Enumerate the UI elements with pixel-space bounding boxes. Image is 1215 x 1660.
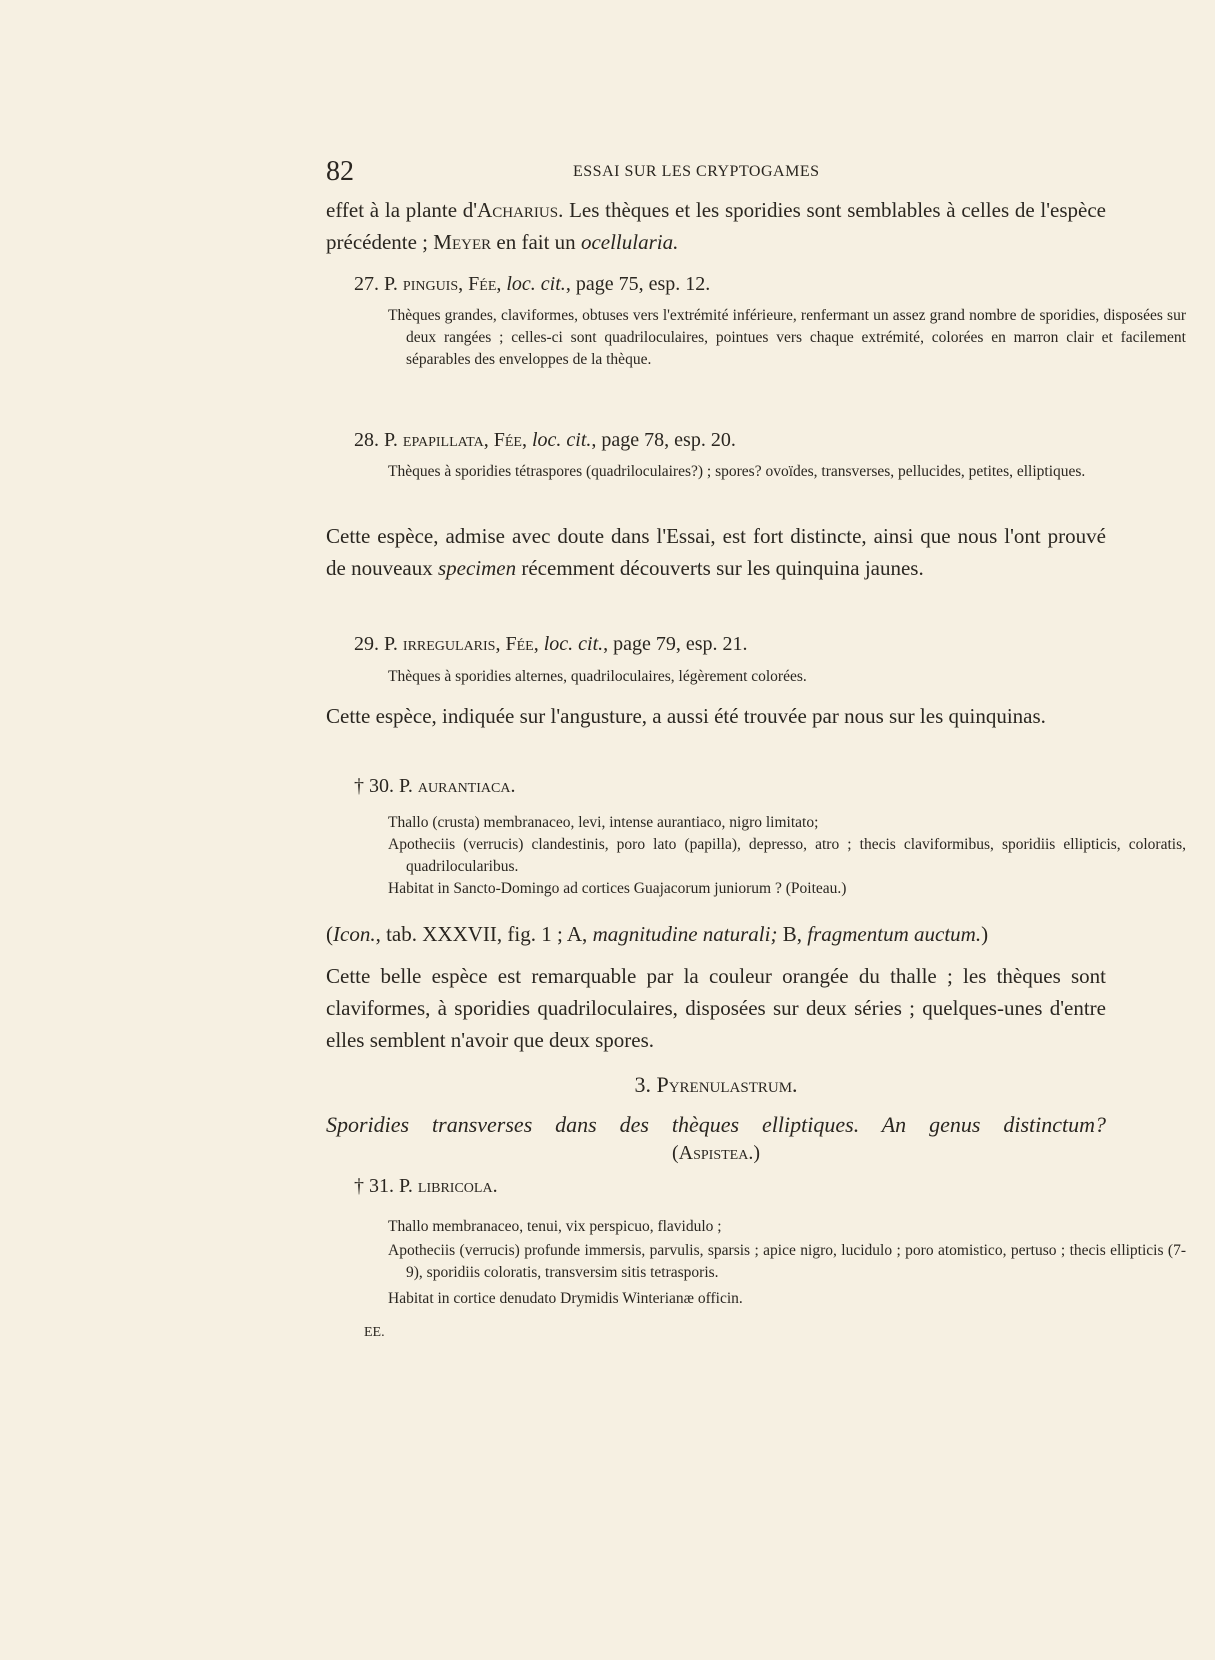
entry-29-description: Thèques à sporidies alternes, quadriloculaires, légèrement colorées. [388,668,807,685]
author-meyer: Meyer [433,230,492,254]
entry-30-description-3: Habitat in Sancto-Domingo ad cortices Guajacorum juniorum ? (Poiteau.) [388,880,847,897]
running-head: ESSAI SUR LES CRYPTOGAMES [573,163,820,180]
entry-30-heading: † 30. P. aurantiaca. [354,775,516,797]
section-heading: 3. Pyrenulastrum. [634,1072,798,1097]
entry-28-description: Thèques à sporidies tétraspores (quadriloculaires?) ; spores? ovoïdes, transverses, pellucides, petites, elliptiques. [388,463,1086,480]
section-subtitle: Sporidies transverses dans des thèques elliptiques. An genus distinctum? [326,1112,1106,1137]
genus-name: ocellularia. [580,230,679,254]
entry-30-description-1: Thallo (crusta) membranaceo, levi, intense aurantiaco, nigro limitato; [388,814,819,831]
entry-31-description-2: Apotheciis (verrucis) profunde immersis, parvulis, sparsis ; apice nigro, lucidulo ; poro atomistico, pertuso ; thecis ellipticis (7-9), sporidiis coloratis, transversim sitis tetrasporis. [388,1242,1186,1281]
entry-29-note: Cette espèce, indiquée sur l'angusture, a aussi été trouvée par nous sur les quinquinas. [326,704,1046,728]
page-header [326,156,1106,186]
entry-28-heading: 28. P. epapillata, Fée, loc. cit., page 78, esp. 20. [354,429,736,451]
page-number: 82 [326,156,354,187]
section-subtitle-2: (Aspistea.) [672,1142,760,1164]
entry-27-description: Thèques grandes, claviformes, obtuses vers l'extrémité inférieure, renfermant un assez grand nombre de sporidies, disposées sur deux rangées ; celles-ci sont quadriloculaires, pointues vers chaque extrémité, colorées en marron clair et facilement séparables des enveloppes de la thèque. [388,307,1186,368]
entry-30-description-2: Apotheciis (verrucis) clandestinis, poro lato (papilla), depresso, atro ; thecis claviformibus, sporidiis ellipticis, coloratis, quadrilocularibus. [388,836,1186,875]
entry-29-heading: 29. P. irregularis, Fée, loc. cit., page 79, esp. 21. [354,633,748,655]
entry-31-heading: † 31. P. libricola. [354,1175,498,1197]
intro-paragraph: effet à la plante d'Acharius. Les thèques et les sporidies sont semblables à celles de l'espèce précédente ; Meyer en fait un ocellularia. [326,198,1106,254]
entry-30-note: Cette belle espèce est remarquable par la couleur orangée du thalle ; les thèques sont claviformes, à sporidies quadriloculaires, disposées sur deux séries ; quelques-unes d'entre elles semblent n'avoir que deux spores. [326,964,1106,1052]
entry-28-note: Cette espèce, admise avec doute dans l'Essai, est fort distincte, ainsi que nous l'ont prouvé de nouveaux specimen récemment découverts sur les quinquina jaunes. [326,524,1106,580]
entry-31-description-1: Thallo membranaceo, tenui, vix perspicuo, flavidulo ; [388,1218,722,1235]
author-acharius: Acharius [477,198,559,222]
signature-mark: EE. [364,1325,385,1340]
entry-31-description-3: Habitat in cortice denudato Drymidis Winterianæ officin. [388,1290,743,1307]
entry-27-heading: 27. P. pinguis, Fée, loc. cit., page 75, esp. 12. [354,273,711,295]
entry-30-icon: (Icon., tab. XXXVII, fig. 1 ; A, magnitudine naturali; B, fragmentum auctum.) [326,922,989,946]
